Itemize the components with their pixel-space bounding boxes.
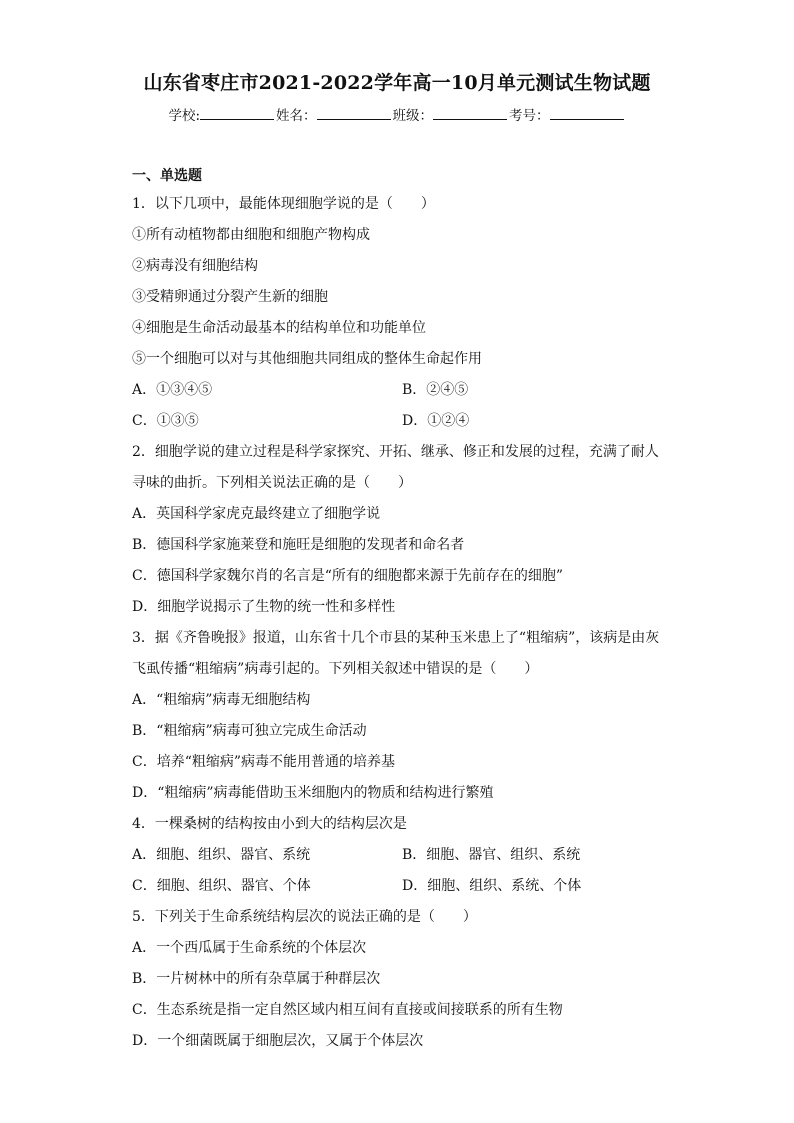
- q5-option-a: A．一个西瓜属于生命系统的个体层次: [132, 940, 367, 956]
- q4-option-d: D．细胞、组织、系统、个体: [402, 878, 582, 894]
- q1-statement: ①所有动植物都由细胞和细胞产物构成: [132, 227, 370, 243]
- q3-stem: 3．据《齐鲁晚报》报道，山东省十几个市县的某种玉米患上了“粗缩病”，该病是由灰飞虱传播“粗缩病”病毒引起的。下列相关叙述中错误的是（ ）: [132, 630, 660, 677]
- q3-option-a: A．“粗缩病”病毒无细胞结构: [132, 692, 311, 708]
- q3-option-d: D．“粗缩病”病毒能借助玉米细胞内的物质和结构进行繁殖: [132, 785, 494, 801]
- name-label: 姓名：: [276, 108, 317, 124]
- q5-stem: 5．下列关于生命系统结构层次的说法正确的是（ ）: [132, 909, 477, 925]
- class-label: 班级：: [392, 108, 434, 124]
- q4-options-row: [132, 871, 672, 902]
- q4-option-c: C．细胞、组织、器官、个体: [132, 878, 311, 894]
- q2-option-b: B．德国科学家施莱登和施旺是细胞的发现者和命名者: [132, 537, 465, 553]
- q1-statement: ④细胞是生命活动最基本的结构单位和功能单位: [132, 320, 426, 336]
- q4-option-b: B．细胞、器官、组织、系统: [402, 847, 581, 863]
- name-blank[interactable]: [317, 106, 391, 120]
- q1-options-row: [132, 375, 672, 406]
- q2-option-a: A．英国科学家虎克最终建立了细胞学说: [132, 506, 381, 522]
- q2-option-d: D．细胞学说揭示了生物的统一性和多样性: [132, 599, 396, 615]
- q4-option-a: A．细胞、组织、器官、系统: [132, 847, 311, 863]
- q4-stem: 4．一棵桑树的结构按由小到大的结构层次是: [132, 816, 407, 832]
- q1-stem: 1．以下几项中，最能体现细胞学说的是（ ）: [132, 196, 435, 212]
- number-blank[interactable]: [550, 106, 624, 120]
- page-title: 山东省枣庄市2021-2022学年高一10月单元测试生物试题: [143, 72, 651, 94]
- school-blank[interactable]: [200, 106, 274, 120]
- q3-option-b: B．“粗缩病”病毒可独立完成生命活动: [132, 723, 367, 739]
- q1-statement: ⑤一个细胞可以对与其他细胞共同组成的整体生命起作用: [132, 351, 482, 367]
- q5-option-b: B．一片树林中的所有杂草属于种群层次: [132, 971, 381, 987]
- q1-option-c: C．①③⑤: [132, 413, 199, 429]
- section-heading: 一、单选题: [132, 168, 202, 184]
- question-list: [132, 164, 672, 1057]
- q1-statement: ②病毒没有细胞结构: [132, 258, 258, 274]
- school-label: 学校:: [168, 108, 201, 124]
- q5-option-d: D．一个细菌既属于细胞层次，又属于个体层次: [132, 1033, 424, 1049]
- student-info-line: [0, 104, 794, 124]
- q5-option-c: C．生态系统是指一定自然区域内相互间有直接或间接联系的所有生物: [132, 1002, 563, 1018]
- q4-options-row: [132, 840, 672, 871]
- q1-option-d: D．①②④: [402, 413, 470, 429]
- q1-option-a: A．①③④⑤: [132, 382, 213, 398]
- class-blank[interactable]: [433, 106, 507, 120]
- q1-options-row: [132, 406, 672, 437]
- q3-option-c: C．培养“粗缩病”病毒不能用普通的培养基: [132, 754, 396, 770]
- q2-option-c: C．德国科学家魏尔肖的名言是“所有的细胞都来源于先前存在的细胞”: [132, 568, 564, 584]
- q1-statement: ③受精卵通过分裂产生新的细胞: [132, 289, 328, 305]
- q2-stem: 2．细胞学说的建立过程是科学家探究、开拓、继承、修正和发展的过程，充满了耐人寻味的曲折。下列相关说法正确的是（ ）: [132, 444, 659, 491]
- number-label: 考号：: [509, 108, 550, 124]
- q1-option-b: B．②④⑤: [402, 382, 469, 398]
